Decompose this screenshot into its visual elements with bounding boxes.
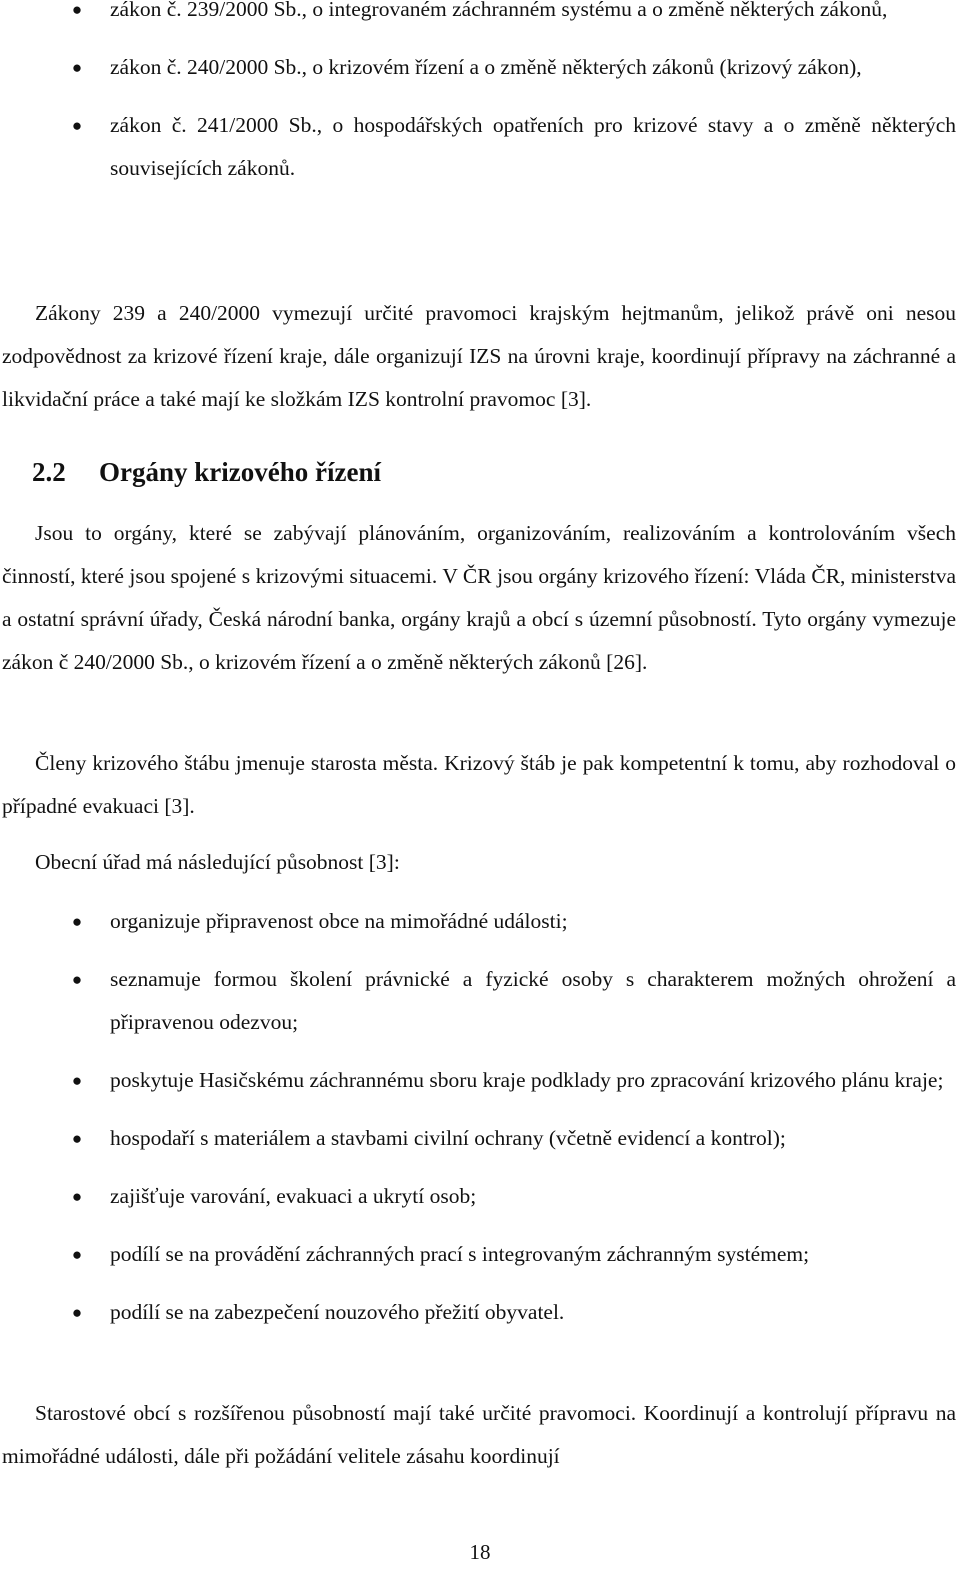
list-item-text: podílí se na zabezpečení nouzového přežití obyvatel.: [110, 1300, 565, 1324]
list-item: [0, 1059, 960, 1102]
list-item: [0, 1291, 960, 1334]
bullet-icon: ●: [71, 116, 83, 135]
list-item-text: seznamuje formou školení právnické a fyzické osoby s charakterem možných ohrožení a připravenou odezvou;: [110, 967, 956, 1034]
list-item: [0, 46, 960, 89]
page-number: 18: [469, 1540, 491, 1564]
bullet-icon: ●: [71, 1245, 83, 1264]
paragraph-office: Obecní úřad má následující působnost [3]:: [35, 850, 400, 874]
bullet-icon: ●: [71, 912, 83, 931]
list-item-text: hospodaří s materiálem a stavbami civilní ochrany (včetně evidencí a kontrol);: [110, 1126, 786, 1150]
list-item: [0, 1175, 960, 1218]
bullet-icon: ●: [71, 1129, 83, 1148]
bullet-icon: ●: [71, 1187, 83, 1206]
office-duties-list: [0, 900, 960, 1334]
list-item: [0, 0, 960, 31]
paragraph-intro: Zákony 239 a 240/2000 vymezují určité pravomoci krajským hejtmanům, jelikož právě oni nesou zodpovědnost za krizové řízení kraje, dále organizují IZS na úrovni kraje, koordinují přípravy na záchranné a likvidační práce a také mají ke složkám IZS kontrolní pravomoc [3].: [2, 301, 956, 411]
paragraph-mayors: Starostové obcí s rozšířenou působností mají také určité pravomoci. Koordinují a kontrolují přípravu na mimořádné události, dále při požádání velitele zásahu koordinují: [2, 1401, 956, 1468]
list-item: [0, 104, 960, 190]
bullet-icon: ●: [71, 1071, 83, 1090]
laws-list: [0, 0, 960, 190]
list-item-text: podílí se na provádění záchranných prací s integrovaným záchranným systémem;: [110, 1242, 810, 1266]
list-item-text: organizuje připravenost obce na mimořádné události;: [110, 909, 568, 933]
section-title: Orgány krizového řízení: [99, 457, 381, 487]
list-item-text: zákon č. 239/2000 Sb., o integrovaném záchranném systému a o změně některých zákonů,: [110, 0, 888, 21]
bullet-icon: ●: [71, 970, 83, 989]
list-item: [0, 900, 960, 943]
bullet-icon: ●: [71, 58, 83, 77]
section-number: 2.2: [32, 457, 66, 487]
list-item: [0, 1117, 960, 1160]
list-item-text: zákon č. 241/2000 Sb., o hospodářských opatřeních pro krizové stavy a o změně některých souvisejících zákonů.: [110, 113, 956, 180]
list-item-text: zákon č. 240/2000 Sb., o krizovém řízení a o změně některých zákonů (krizový zákon),: [110, 55, 862, 79]
list-item-text: zajišťuje varování, evakuaci a ukrytí osob;: [110, 1184, 477, 1208]
bullet-icon: ●: [71, 1303, 83, 1322]
paragraph-staff: Členy krizového štábu jmenuje starosta města. Krizový štáb je pak kompetentní k tomu, aby rozhodoval o případné evakuaci [3].: [2, 751, 956, 818]
list-item-text: poskytuje Hasičskému záchrannému sboru kraje podklady pro zpracování krizového plánu kraje;: [110, 1068, 944, 1092]
list-item: [0, 958, 960, 1044]
list-item: [0, 1233, 960, 1276]
paragraph-organs: Jsou to orgány, které se zabývají plánováním, organizováním, realizováním a kontrolováním všech činností, které jsou spojené s krizovými situacemi. V ČR jsou orgány krizového řízení: Vláda ČR, ministerstva a ostatní správní úřady, Česká národní banka, orgány krajů a obcí s územní působností. Tyto orgány vymezuje zákon č 240/2000 Sb., o krizovém řízení a o změně některých zákonů [26].: [2, 521, 956, 674]
section-heading: [0, 452, 932, 492]
bullet-icon: ●: [71, 0, 83, 19]
